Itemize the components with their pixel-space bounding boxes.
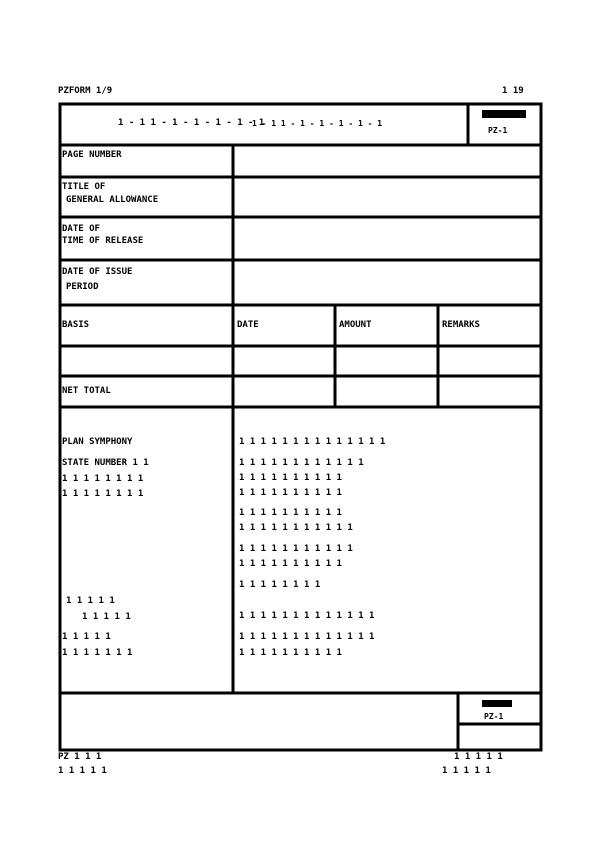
left-line-2: STATE NUMBER 1 1 — [62, 458, 149, 468]
right-line-5: 1 1 1 1 1 1 1 1 1 1 — [239, 508, 342, 518]
footer-box-code: PZ-1 — [484, 712, 504, 721]
left-line-5: 1 1 1 1 1 — [66, 596, 115, 606]
right-line-7: 1 1 1 1 1 1 1 1 1 1 1 — [239, 544, 353, 554]
label-general-allowance: GENERAL ALLOWANCE — [66, 195, 159, 205]
form-code: PZ-1 — [488, 126, 508, 135]
column-basis: BASIS — [62, 320, 90, 330]
footer-right-line-1: 1 1 1 1 1 — [454, 752, 503, 762]
left-line-6: 1 1 1 1 1 — [82, 612, 131, 622]
right-line-9: 1 1 1 1 1 1 1 1 — [239, 580, 321, 590]
left-line-4: 1 1 1 1 1 1 1 1 — [62, 489, 144, 499]
column-remarks: REMARKS — [442, 320, 480, 330]
label-period: PERIOD — [66, 282, 99, 292]
label-date-of: DATE OF — [62, 224, 100, 234]
right-line-6: 1 1 1 1 1 1 1 1 1 1 1 — [239, 523, 353, 533]
right-line-1: 1 1 1 1 1 1 1 1 1 1 1 1 1 1 — [239, 437, 386, 447]
label-date-of-issue: DATE OF ISSUE — [62, 267, 133, 277]
right-line-3: 1 1 1 1 1 1 1 1 1 1 — [239, 473, 342, 483]
footer-left-line-1: PZ 1 1 1 — [58, 752, 102, 762]
left-line-7: 1 1 1 1 1 — [62, 632, 111, 642]
footer-left-line-2: 1 1 1 1 1 — [58, 766, 107, 776]
form-reference-right: 1 19 — [502, 86, 524, 96]
left-line-8: 1 1 1 1 1 1 1 — [62, 648, 133, 658]
footer-right-line-2: 1 1 1 1 1 — [442, 766, 491, 776]
right-line-11: 1 1 1 1 1 1 1 1 1 1 1 1 1 — [239, 632, 375, 642]
label-page-number: PAGE NUMBER — [62, 150, 122, 160]
form-title-block: 1 - 1 1 - 1 - 1 - 1 - 1 - 1 — [252, 119, 383, 128]
form-title: 1 - 1 1 - 1 - 1 - 1 - 1 - 1 — [118, 118, 265, 128]
column-amount: AMOUNT — [339, 320, 372, 330]
right-line-2: 1 1 1 1 1 1 1 1 1 1 1 1 — [239, 458, 364, 468]
label-title-of: TITLE OF — [62, 182, 106, 192]
left-line-3: 1 1 1 1 1 1 1 1 — [62, 474, 144, 484]
label-time-of-release: TIME OF RELEASE — [62, 236, 144, 246]
right-line-12: 1 1 1 1 1 1 1 1 1 1 — [239, 648, 342, 658]
left-line-1: PLAN SYMPHONY — [62, 437, 133, 447]
right-line-8: 1 1 1 1 1 1 1 1 1 1 — [239, 559, 342, 569]
right-line-10: 1 1 1 1 1 1 1 1 1 1 1 1 1 — [239, 611, 375, 621]
label-net-total: NET TOTAL — [62, 386, 111, 396]
form-reference-left: PZFORM 1/9 — [58, 86, 113, 96]
right-line-4: 1 1 1 1 1 1 1 1 1 1 — [239, 488, 342, 498]
column-date: DATE — [237, 320, 259, 330]
